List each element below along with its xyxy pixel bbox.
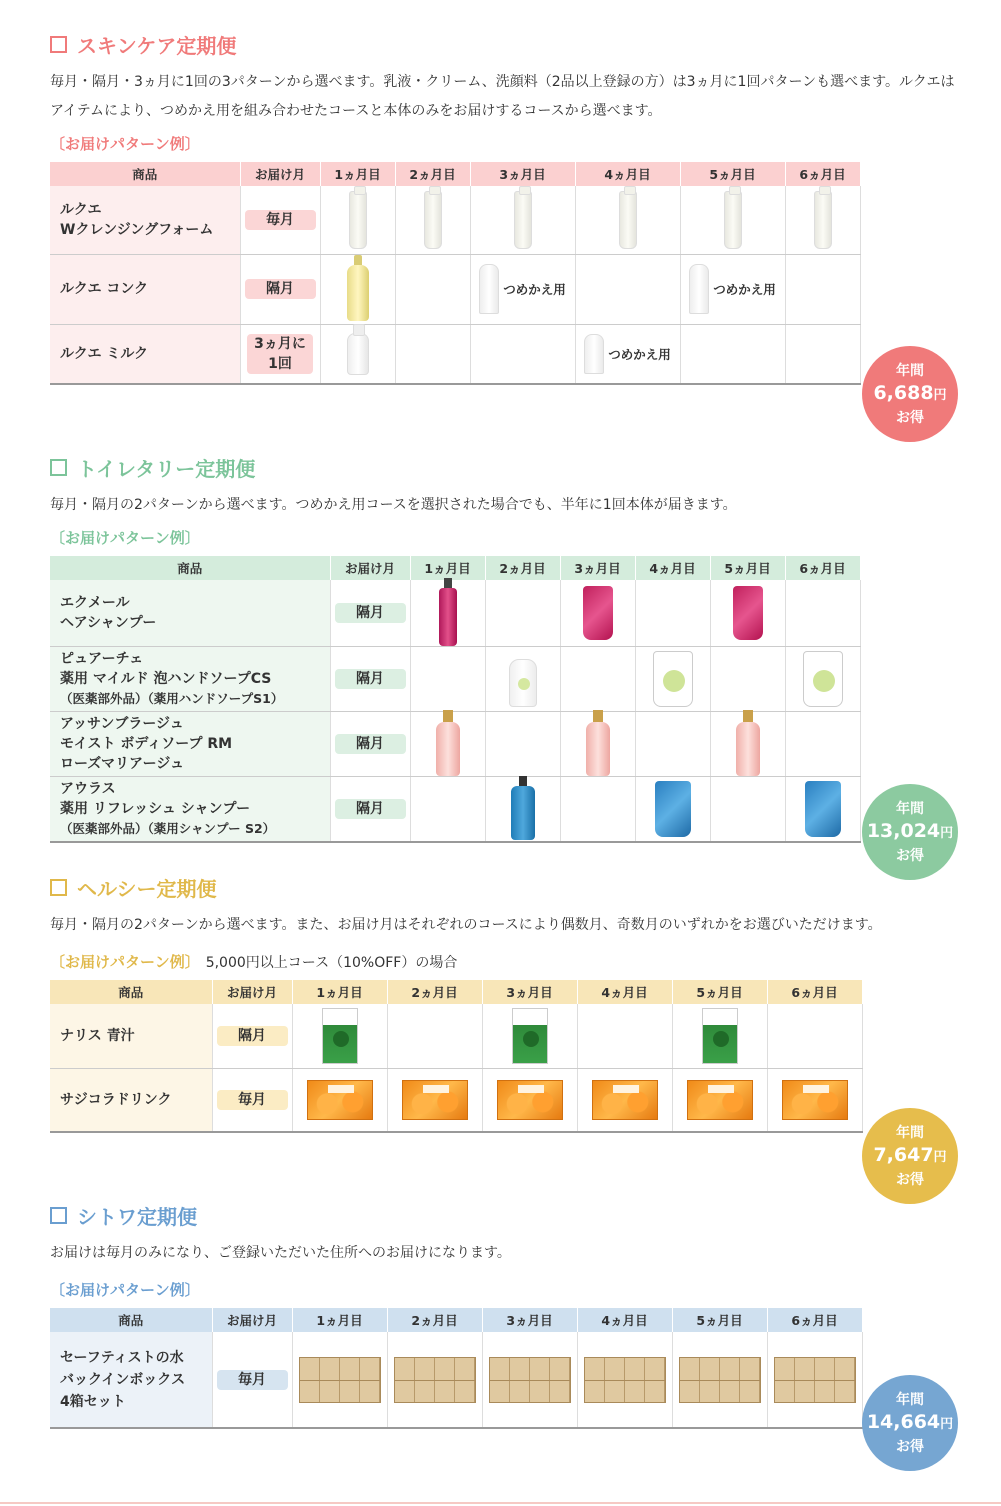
skincare-table [50,162,861,385]
cleansing-foam-tube-icon [514,191,532,249]
bottom-divider [0,1502,1001,1504]
header-month-5: 5ヵ月目 [672,1308,767,1332]
header-month-1: 1ヵ月目 [292,980,387,1004]
header-product: 商品 [50,162,240,186]
checkbox-square-icon [50,879,67,896]
body-soap-pump-icon [586,722,610,776]
healthy-title: ヘルシー定期便 [50,873,962,901]
checkbox-square-icon [50,1207,67,1224]
product-name: ピュアーチェ 薬用 マイルド 泡ハンドソープCS （医薬部外品）（薬用ハンドソープS1） [50,647,330,712]
header-month-4: 4ヵ月目 [575,162,680,186]
toiletry-title: トイレタリー定期便 [50,453,962,481]
sajicola-drink-box-icon [592,1080,658,1120]
skincare-pattern-label: 〔お届けパターン例〕 [50,135,200,153]
hand-soap-refill-pouch-icon [653,651,693,707]
toiletry-section [50,453,962,843]
table-header [50,980,862,1004]
checkbox-square-icon [50,459,67,476]
table-row [50,186,860,254]
frequency-chip: 隔月 [335,669,406,689]
frequency-chip: 隔月 [335,799,406,819]
table-header [50,162,860,186]
toiletry-pattern-label: 〔お届けパターン例〕 [50,529,200,547]
frequency-chip: 隔月 [335,603,406,623]
header-month-6: 6ヵ月目 [785,162,860,186]
header-product: 商品 [50,1308,212,1332]
aurus-shampoo-bottle-icon [511,786,535,840]
header-month-5: 5ヵ月目 [710,556,785,580]
conc-bottle-icon [347,265,369,321]
table-row [50,1332,862,1428]
aurus-refill-pouch-icon [655,781,691,837]
header-month-2: 2ヵ月目 [387,980,482,1004]
header-frequency: お届け月 [212,1308,292,1332]
product-name: セーフティストの水 バックインボックス 4箱セット [50,1332,212,1428]
frequency-cell [240,254,320,324]
header-product: 商品 [50,980,212,1004]
frequency-chip: 毎月 [245,210,316,230]
product-name: ルクエ コンク [50,254,240,324]
healthy-pattern-note: 5,000円以上コース（10%OFF）の場合 [205,955,458,971]
cleansing-foam-tube-icon [424,191,442,249]
skincare-section [50,30,962,385]
header-month-6: 6ヵ月目 [767,1308,862,1332]
aurus-refill-pouch-icon [805,781,841,837]
frequency-chip: 毎月 [217,1090,288,1110]
header-month-1: 1ヵ月目 [292,1308,387,1332]
frequency-chip: 毎月 [217,1370,288,1390]
table-row [50,580,860,647]
shampoo-refill-pouch-icon [583,586,613,640]
table-row [50,777,860,842]
table-row [50,324,860,384]
header-frequency: お届け月 [330,556,410,580]
frequency-chip: 隔月 [245,279,316,299]
frequency-chip: 3ヵ月に1回 [247,334,313,374]
product-name: ルクエ ミルク [50,324,240,384]
shitowa-description: お届けは毎月のみになり、ご登録いただいた住所へのお届けになります。 [50,1245,511,1261]
body-soap-pump-icon [736,722,760,776]
header-month-4: 4ヵ月目 [577,1308,672,1332]
shitowa-pattern-label: 〔お届けパターン例〕 [50,1281,200,1299]
header-frequency: お届け月 [240,162,320,186]
frequency-chip: 隔月 [335,734,406,754]
healthy-section [50,873,962,1133]
refill-label: つめかえ用 [713,282,776,297]
hand-soap-pump-icon [509,659,537,707]
water-box-set-icon [584,1357,666,1403]
milk-bottle-icon [347,333,369,375]
skincare-description: 毎月・隔月・3ヵ月に1回の3パターンから選べます。乳液・クリーム、洗顔料（2品以上登録の方）は3ヵ月に1回パターンも選べます。ルクエはアイテムにより、つめかえ用を組み合わせたコースと本体のみをお届けするコースから選べます。 [50,74,955,119]
product-name: ルクエ Wクレンジングフォーム [50,186,240,254]
refill-tube-icon [584,334,604,374]
toiletry-table [50,556,861,843]
cleansing-foam-tube-icon [724,191,742,249]
water-box-set-icon [299,1357,381,1403]
table-row [50,712,860,777]
header-month-3: 3ヵ月目 [482,1308,577,1332]
hand-soap-refill-pouch-icon [803,651,843,707]
table-header [50,1308,862,1332]
product-name: アウラス 薬用 リフレッシュ シャンプー （医薬部外品）（薬用シャンプー S2） [50,777,330,842]
sajicola-drink-box-icon [497,1080,563,1120]
frequency-cell [240,324,320,384]
header-month-3: 3ヵ月目 [482,980,577,1004]
skincare-title: スキンケア定期便 [50,30,962,58]
cleansing-foam-tube-icon [349,191,367,249]
aojiru-box-icon [512,1008,548,1064]
header-month-4: 4ヵ月目 [577,980,672,1004]
water-box-set-icon [489,1357,571,1403]
shampoo-pump-bottle-icon [439,588,457,646]
healthy-savings-badge: 年間 7,647円 お得 [862,1108,958,1204]
checkbox-square-icon [50,36,67,53]
water-box-set-icon [774,1357,856,1403]
sajicola-drink-box-icon [307,1080,373,1120]
product-name: エクメール ヘアシャンプー [50,580,330,647]
header-month-2: 2ヵ月目 [395,162,470,186]
product-name: ナリス 青汁 [50,1004,212,1068]
shampoo-refill-pouch-icon [733,586,763,640]
header-product: 商品 [50,556,330,580]
refill-label: つめかえ用 [503,282,566,297]
toiletry-description: 毎月・隔月の2パターンから選べます。つめかえ用コースを選択された場合でも、半年に1回本体が届きます。 [50,497,737,513]
shitowa-title: シトワ定期便 [50,1201,962,1229]
header-month-3: 3ヵ月目 [560,556,635,580]
header-month-2: 2ヵ月目 [485,556,560,580]
healthy-table [50,980,863,1133]
frequency-cell [240,186,320,254]
header-month-6: 6ヵ月目 [785,556,860,580]
table-row [50,1004,862,1068]
table-header [50,556,860,580]
shitowa-section [50,1201,962,1429]
body-soap-pump-icon [436,722,460,776]
toiletry-savings-badge: 年間 13,024円 お得 [862,784,958,880]
refill-tube-icon [689,264,709,314]
sajicola-drink-box-icon [687,1080,753,1120]
skincare-savings-badge: 年間 6,688円 お得 [862,346,958,442]
product-name: アッサンブラージュ モイスト ボディソープ RM ローズマリアージュ [50,712,330,777]
header-month-6: 6ヵ月目 [767,980,862,1004]
healthy-pattern-label: 〔お届けパターン例〕 5,000円以上コース（10%OFF）の場合 [50,953,458,971]
shitowa-table [50,1308,863,1429]
cleansing-foam-tube-icon [619,191,637,249]
header-month-3: 3ヵ月目 [470,162,575,186]
header-frequency: お届け月 [212,980,292,1004]
refill-label: つめかえ用 [608,346,671,362]
water-box-set-icon [679,1357,761,1403]
sajicola-drink-box-icon [782,1080,848,1120]
aojiru-box-icon [322,1008,358,1064]
sajicola-drink-box-icon [402,1080,468,1120]
header-month-1: 1ヵ月目 [320,162,395,186]
aojiru-box-icon [702,1008,738,1064]
table-row [50,254,860,324]
refill-tube-icon [479,264,499,314]
header-month-5: 5ヵ月目 [672,980,767,1004]
cleansing-foam-tube-icon [814,191,832,249]
header-month-4: 4ヵ月目 [635,556,710,580]
healthy-description: 毎月・隔月の2パターンから選べます。また、お届け月はそれぞれのコースにより偶数月、奇数月のいずれかをお選びいただけます。 [50,917,882,933]
frequency-chip: 隔月 [217,1026,288,1046]
table-row [50,1068,862,1132]
header-month-1: 1ヵ月目 [410,556,485,580]
table-row [50,647,860,712]
shitowa-savings-badge: 年間 14,664円 お得 [862,1375,958,1471]
product-name: サジコラドリンク [50,1068,212,1132]
water-box-set-icon [394,1357,476,1403]
header-month-2: 2ヵ月目 [387,1308,482,1332]
header-month-5: 5ヵ月目 [680,162,785,186]
